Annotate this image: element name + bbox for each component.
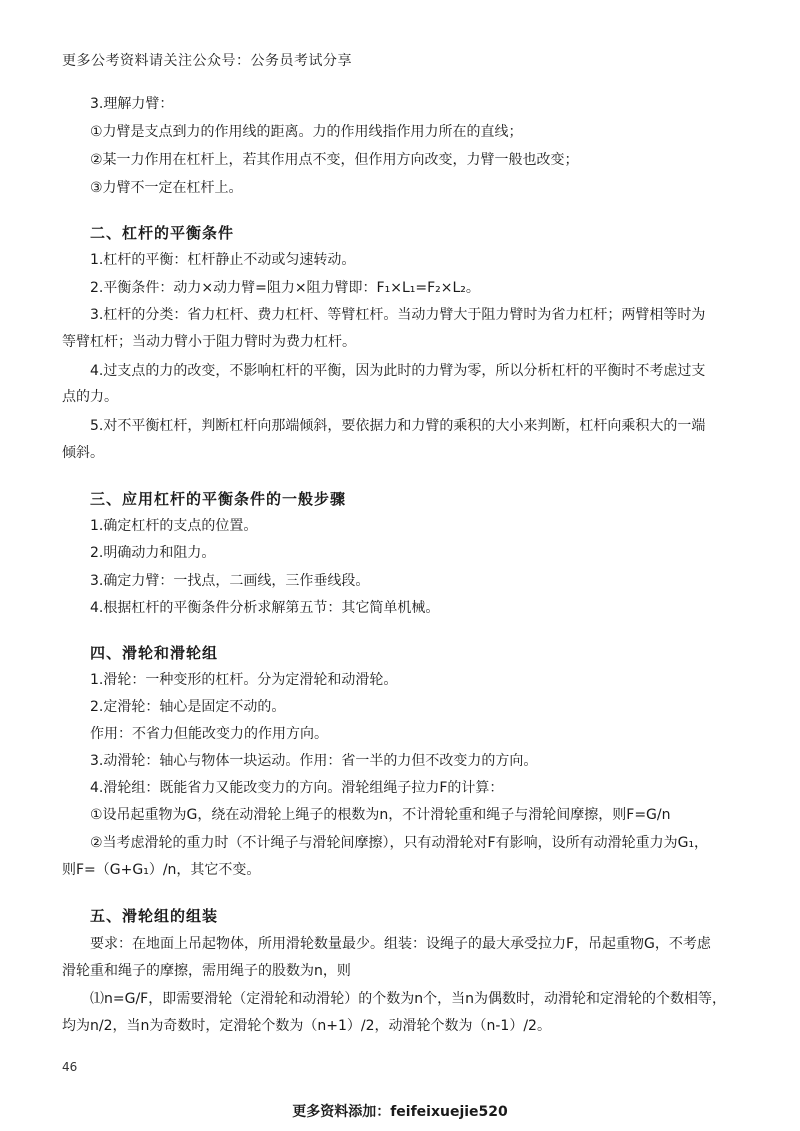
list-item: ①设吊起重物为G，绕在动滑轮上绳子的根数为n，不计滑轮重和绳子与滑轮间摩擦，则F=G/n: [90, 807, 671, 823]
list-item: 3.杠杆的分类：省力杠杆、费力杠杆、等臂杠杆。当动力臂大于阻力臂时为省力杠杆；两臂相等时为: [90, 307, 706, 323]
section-heading: 二、杠杆的平衡条件: [90, 224, 235, 242]
list-item: ③力臂不一定在杠杆上。: [90, 180, 243, 196]
list-item-continuation: 则F=（G+G₁）/n，其它不变。: [62, 862, 261, 878]
list-item: 要求：在地面上吊起物体，所用滑轮数量最少。组装：设绳子的最大承受拉力F，吊起重物G，不考虑: [90, 936, 711, 952]
list-item: 3.动滑轮：轴心与物体一块运动。作用：省一半的力但不改变力的方向。: [90, 753, 538, 769]
list-item: ②当考虑滑轮的重力时（不计绳子与滑轮间摩擦），只有动滑轮对F有影响，设所有动滑轮重力为G₁，: [90, 835, 709, 851]
list-item: 2.明确动力和阻力。: [90, 545, 216, 561]
list-item: ①力臂是支点到力的作用线的距离。力的作用线指作用力所在的直线；: [90, 124, 523, 140]
list-item-continuation: 滑轮重和绳子的摩擦，需用绳子的股数为n，则: [62, 963, 351, 979]
page-number: 46: [62, 1060, 78, 1074]
list-item-continuation: 倾斜。: [62, 445, 104, 461]
page-footer: 更多资料添加：feifeixuejie520: [292, 1104, 508, 1120]
list-item: ②某一力作用在杠杆上，若其作用点不变，但作用方向改变，力臂一般也改变；: [90, 152, 579, 168]
list-item: 4.根据杠杆的平衡条件分析求解第五节：其它简单机械。: [90, 600, 440, 616]
list-item: 1.确定杠杆的支点的位置。: [90, 518, 258, 534]
list-item: 5.对不平衡杠杆，判断杠杆向那端倾斜，要依据力和力臂的乘积的大小来判断，杠杆向乘积大的一端: [90, 418, 706, 434]
list-item-continuation: 点的力。: [62, 389, 118, 405]
section-heading: 三、应用杠杆的平衡条件的一般步骤: [90, 490, 347, 508]
list-item-continuation: 等臂杠杆；当动力臂小于阻力臂时为费力杠杆。: [62, 334, 356, 350]
list-item: 2.定滑轮：轴心是固定不动的。: [90, 699, 286, 715]
section-heading: 四、滑轮和滑轮组: [90, 644, 219, 662]
list-item: 4.滑轮组：既能省力又能改变力的方向。滑轮组绳子拉力F的计算：: [90, 780, 504, 796]
page-header: 更多公考资料请关注公众号：公务员考试分享: [62, 53, 352, 69]
list-item: ⑴n=G/F，即需要滑轮（定滑轮和动滑轮）的个数为n个，当n为偶数时，动滑轮和定滑轮的个数相等，: [90, 991, 726, 1007]
list-item: 1.杠杆的平衡：杠杆静止不动或匀速转动。: [90, 252, 356, 268]
list-item: 作用：不省力但能改变力的作用方向。: [90, 726, 328, 742]
section-heading: 五、滑轮组的组装: [90, 907, 219, 925]
list-item-continuation: 均为n/2，当n为奇数时，定滑轮个数为（n+1）/2，动滑轮个数为（n-1）/2。: [62, 1018, 551, 1034]
list-item: 4.过支点的力的改变，不影响杠杆的平衡，因为此时的力臂为零，所以分析杠杆的平衡时不考虑过支: [90, 363, 706, 379]
list-item: 2.平衡条件：动力×动力臂=阻力×阻力臂即：F₁×L₁=F₂×L₂。: [90, 280, 480, 296]
section-3-title: 3.理解力臂：: [90, 96, 174, 112]
list-item: 3.确定力臂：一找点，二画线，三作垂线段。: [90, 573, 370, 589]
list-item: 1.滑轮：一种变形的杠杆。分为定滑轮和动滑轮。: [90, 672, 398, 688]
